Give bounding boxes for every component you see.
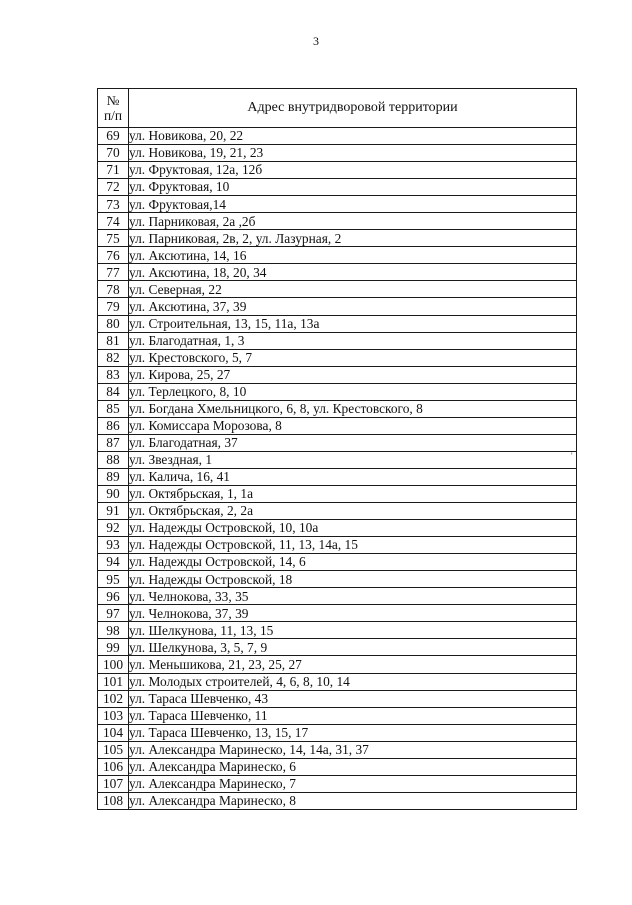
table-row <box>98 690 577 707</box>
table-row <box>98 145 577 162</box>
row-address: ул. Надежды Островской, 11, 13, 14а, 15 <box>129 537 577 554</box>
row-address: ул. Благодатная, 37 <box>129 434 577 451</box>
table-row <box>98 213 577 230</box>
row-number: 96 <box>98 588 129 605</box>
row-number: 95 <box>98 571 129 588</box>
row-number: 69 <box>98 128 129 145</box>
header-number-symbol: № <box>106 92 120 108</box>
row-address: ул. Молодых строителей, 4, 6, 8, 10, 14 <box>129 673 577 690</box>
header-address: Адрес внутридворовой территории <box>129 89 577 128</box>
header-number-abbr: п/п <box>103 108 123 123</box>
row-number: 74 <box>98 213 129 230</box>
row-number: 107 <box>98 775 129 792</box>
table-row <box>98 741 577 758</box>
row-number: 71 <box>98 162 129 179</box>
row-number: 86 <box>98 417 129 434</box>
table-row <box>98 315 577 332</box>
row-number: 103 <box>98 707 129 724</box>
row-address: ул. Челнокова, 33, 35 <box>129 588 577 605</box>
table-row <box>98 332 577 349</box>
row-number: 73 <box>98 196 129 213</box>
row-number: 108 <box>98 792 129 809</box>
page-number: 3 <box>313 34 319 48</box>
row-address: ул. Тараса Шевченко, 43 <box>129 690 577 707</box>
table-header-row <box>98 89 577 128</box>
row-number: 88 <box>98 451 129 468</box>
row-address: ул. Челнокова, 37, 39 <box>129 605 577 622</box>
table-row <box>98 281 577 298</box>
row-address: ул. Аксютина, 18, 20, 34 <box>129 264 577 281</box>
table-row <box>98 247 577 264</box>
row-number: 77 <box>98 264 129 281</box>
table-row <box>98 792 577 809</box>
table-row <box>98 383 577 400</box>
header-number <box>98 89 129 128</box>
row-address: ул. Комиссара Морозова, 8 <box>129 417 577 434</box>
row-address: ул. Шелкунова, 11, 13, 15 <box>129 622 577 639</box>
table-row <box>98 605 577 622</box>
table-row <box>98 707 577 724</box>
row-number: 94 <box>98 554 129 571</box>
row-address: ул. Северная, 22 <box>129 281 577 298</box>
row-address: ул. Новикова, 20, 22 <box>129 128 577 145</box>
row-address: ул. Александра Маринеско, 6 <box>129 758 577 775</box>
row-number: 105 <box>98 741 129 758</box>
row-address: ул. Тараса Шевченко, 11 <box>129 707 577 724</box>
row-address: ул. Надежды Островской, 10, 10а <box>129 520 577 537</box>
row-address: ул. Александра Маринеско, 7 <box>129 775 577 792</box>
row-number: 83 <box>98 366 129 383</box>
table-row <box>98 571 577 588</box>
row-address: ул. Терлецкого, 8, 10 <box>129 383 577 400</box>
table-row <box>98 588 577 605</box>
table-row <box>98 775 577 792</box>
row-number: 70 <box>98 145 129 162</box>
row-address: ул. Аксютина, 37, 39 <box>129 298 577 315</box>
row-address: ул. Александра Маринеско, 14, 14а, 31, 37 <box>129 741 577 758</box>
row-number: 75 <box>98 230 129 247</box>
table-row <box>98 656 577 673</box>
row-number: 78 <box>98 281 129 298</box>
row-address: ул. Кирова, 25, 27 <box>129 366 577 383</box>
stray-dot-mark: ' <box>571 451 573 461</box>
row-address: ул. Октябрьская, 1, 1а <box>129 485 577 502</box>
row-number: 89 <box>98 468 129 485</box>
row-number: 106 <box>98 758 129 775</box>
table-row <box>98 128 577 145</box>
row-address: ул. Благодатная, 1, 3 <box>129 332 577 349</box>
row-number: 102 <box>98 690 129 707</box>
row-address: ул. Шелкунова, 3, 5, 7, 9 <box>129 639 577 656</box>
row-number: 85 <box>98 400 129 417</box>
row-number: 98 <box>98 622 129 639</box>
row-address: ул. Тараса Шевченко, 13, 15, 17 <box>129 724 577 741</box>
table-row <box>98 196 577 213</box>
row-address: ул. Парниковая, 2а ,2б <box>129 213 577 230</box>
table-row <box>98 520 577 537</box>
table-row <box>98 349 577 366</box>
table-row <box>98 724 577 741</box>
table-row <box>98 417 577 434</box>
table-row <box>98 434 577 451</box>
table-row <box>98 468 577 485</box>
row-address: ул. Фруктовая, 12а, 12б <box>129 162 577 179</box>
row-number: 92 <box>98 520 129 537</box>
row-number: 81 <box>98 332 129 349</box>
row-number: 76 <box>98 247 129 264</box>
table-row <box>98 264 577 281</box>
table-row <box>98 230 577 247</box>
row-address: ул. Октябрьская, 2, 2а <box>129 503 577 520</box>
row-number: 104 <box>98 724 129 741</box>
table-row <box>98 622 577 639</box>
row-number: 101 <box>98 673 129 690</box>
table-row <box>98 366 577 383</box>
table-row <box>98 298 577 315</box>
row-number: 84 <box>98 383 129 400</box>
row-number: 87 <box>98 434 129 451</box>
row-address: ул. Крестовского, 5, 7 <box>129 349 577 366</box>
row-number: 72 <box>98 179 129 196</box>
row-address: ул. Надежды Островской, 18 <box>129 571 577 588</box>
table-row <box>98 162 577 179</box>
row-number: 79 <box>98 298 129 315</box>
table-row <box>98 554 577 571</box>
row-number: 99 <box>98 639 129 656</box>
row-address: ул. Новикова, 19, 21, 23 <box>129 145 577 162</box>
row-number: 90 <box>98 485 129 502</box>
table-row <box>98 639 577 656</box>
row-address: ул. Аксютина, 14, 16 <box>129 247 577 264</box>
table-row <box>98 451 577 468</box>
row-number: 100 <box>98 656 129 673</box>
row-number: 97 <box>98 605 129 622</box>
row-address: ул. Строительная, 13, 15, 11а, 13а <box>129 315 577 332</box>
row-address: ул. Надежды Островской, 14, 6 <box>129 554 577 571</box>
row-address: ул. Калича, 16, 41 <box>129 468 577 485</box>
row-number: 93 <box>98 537 129 554</box>
table-row <box>98 503 577 520</box>
row-address: ул. Александра Маринеско, 8 <box>129 792 577 809</box>
row-number: 82 <box>98 349 129 366</box>
row-address: ул. Звездная, 1 <box>129 451 577 468</box>
row-number: 91 <box>98 503 129 520</box>
row-address: ул. Парниковая, 2в, 2, ул. Лазурная, 2 <box>129 230 577 247</box>
row-address: ул. Богдана Хмельницкого, 6, 8, ул. Крестовского, 8 <box>129 400 577 417</box>
table-row <box>98 537 577 554</box>
table-row <box>98 485 577 502</box>
table-row <box>98 400 577 417</box>
table-row <box>98 673 577 690</box>
row-address: ул. Меньшикова, 21, 23, 25, 27 <box>129 656 577 673</box>
table-body <box>98 128 577 810</box>
address-table <box>97 88 577 810</box>
row-address: ул. Фруктовая,14 <box>129 196 577 213</box>
row-address: ул. Фруктовая, 10 <box>129 179 577 196</box>
table-row <box>98 179 577 196</box>
row-number: 80 <box>98 315 129 332</box>
table-row <box>98 758 577 775</box>
